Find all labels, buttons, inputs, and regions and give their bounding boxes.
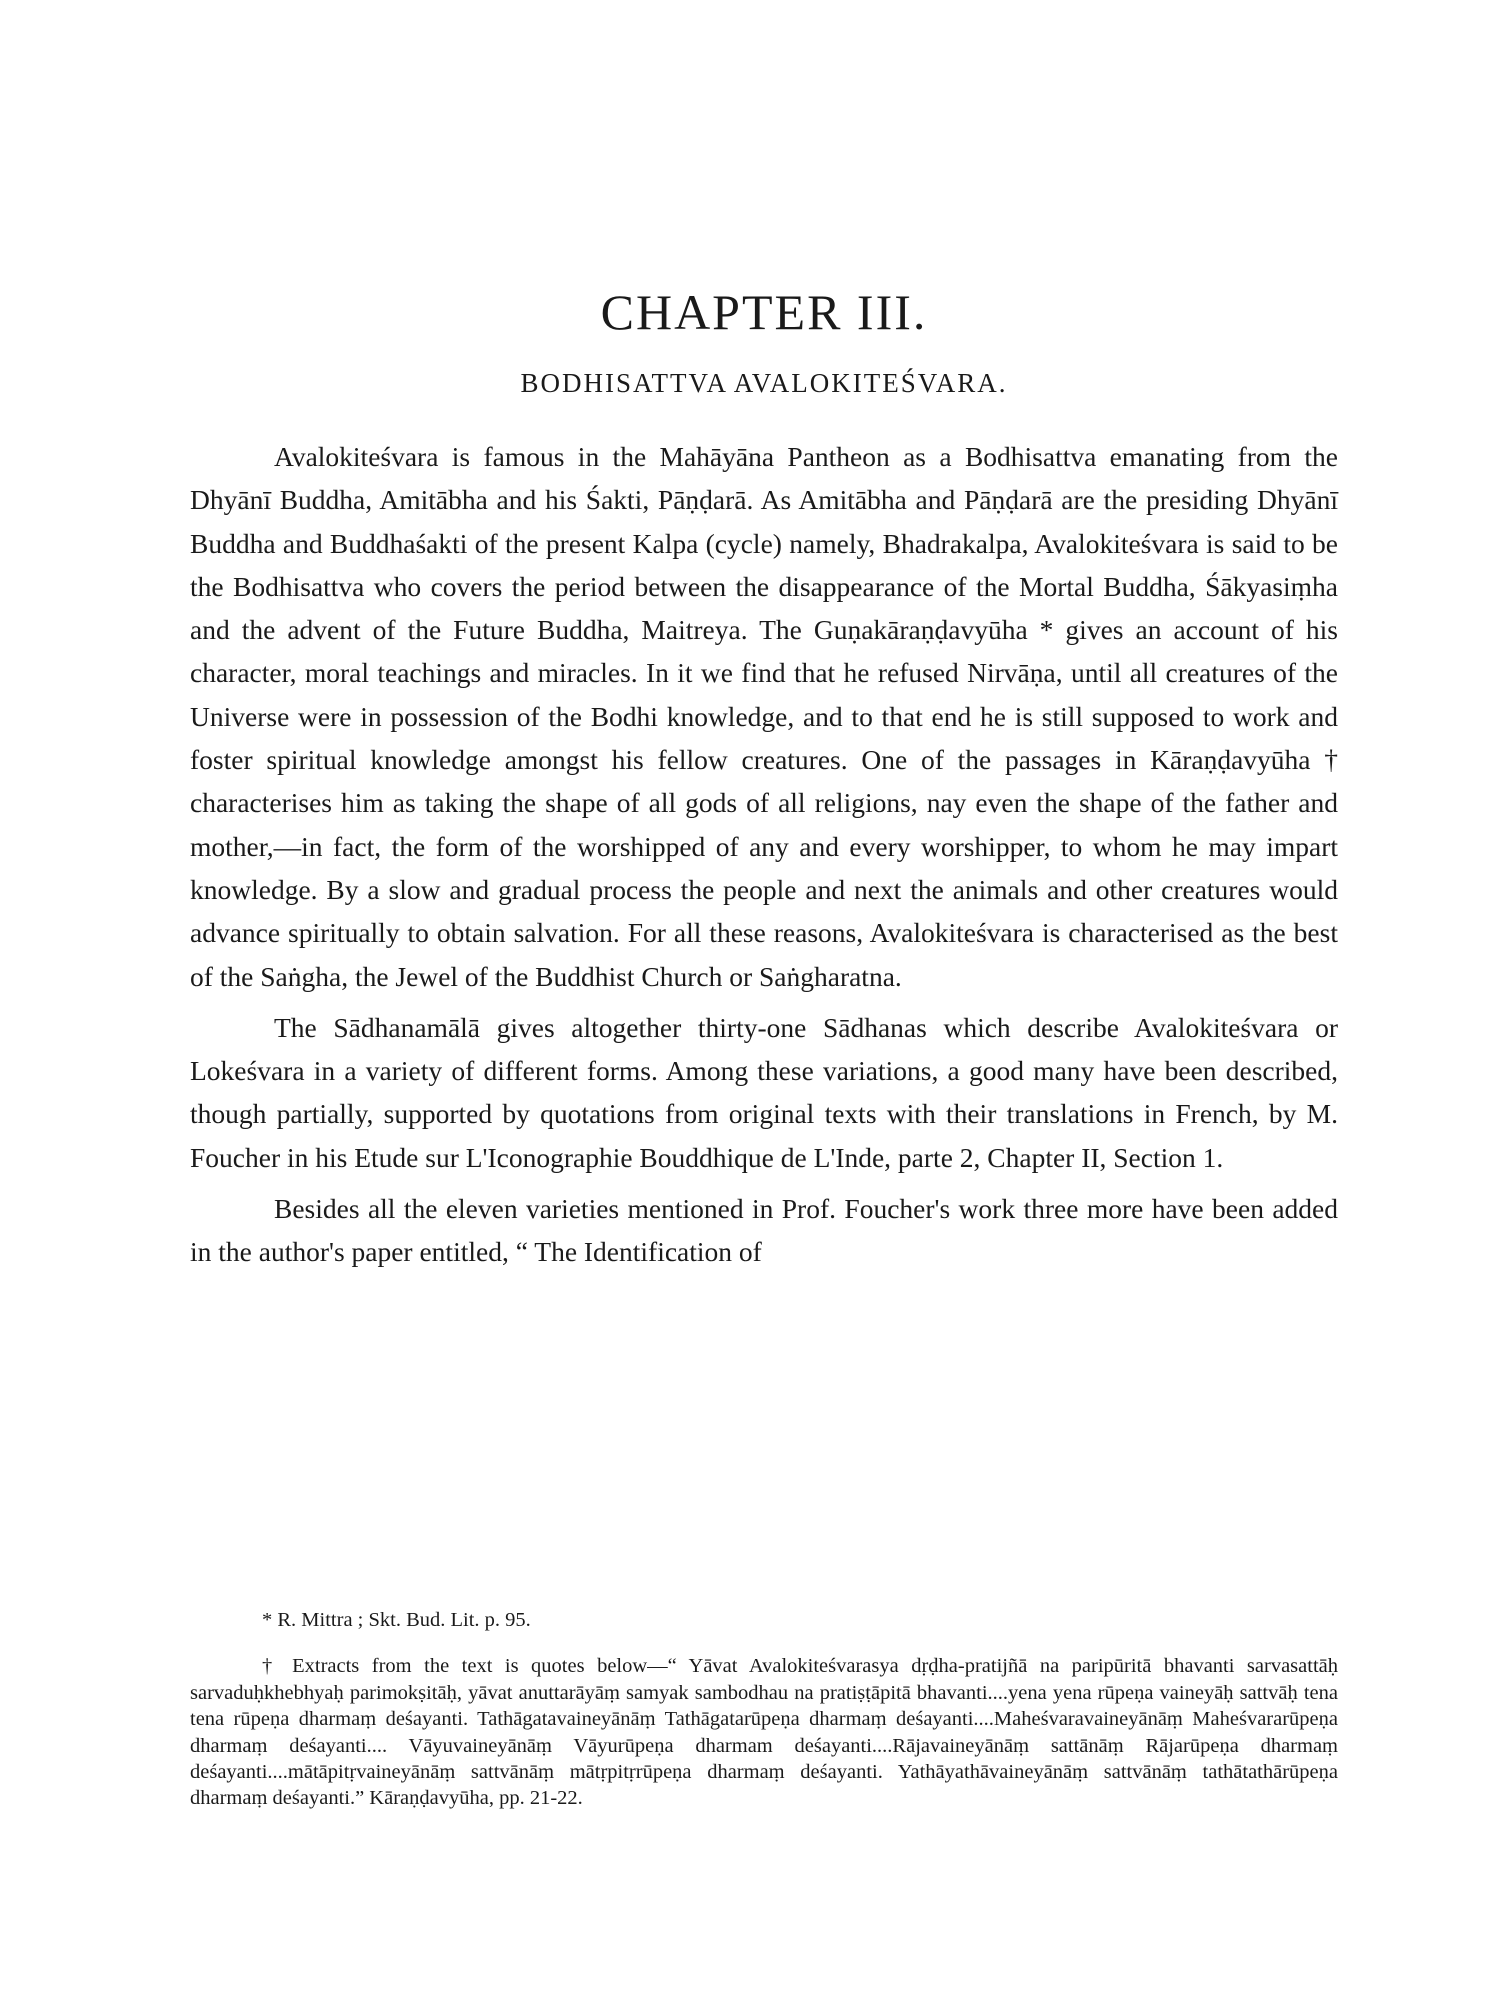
- paragraph: Besides all the eleven varieties mentioned in Prof. Foucher's work three more have been added in the author's paper entitled, “ The Identification of: [190, 1193, 1338, 1268]
- paragraph: Avalokiteśvara is famous in the Mahāyāna Pantheon as a Bodhisattva emanating from the Dhyānī Buddha, Amitābha and his Śakti, Pāṇḍarā. As Amitābha and Pāṇḍarā are the presiding Dhyānī Buddha and Buddhaśakti of the present Kalpa (cycle) namely, Bhadrakalpa, Avalokiteśvara is said to be the Bodhisattva who covers the period between the disappearance of the Mortal Buddha, Śākyasiṃha and the advent of the Future Buddha, Maitreya. The Guṇakāraṇḍavyūha * gives an account of his character, moral teachings and miracles. In it we find that he refused Nirvāṇa, until all creatures of the Universe were in possession of the Bodhi knowledge, and to that end he is still supposed to work and foster spiritual knowledge amongst his fellow creatures. One of the passages in Kāraṇḍavyūha † characterises him as taking the shape of all gods of all religions, nay even the shape of the father and mother,—in fact, the form of the worshipped of any and every worshipper, to whom he may impart knowledge. By a slow and gradual process the people and next the animals and other creatures would advance spiritually to obtain salvation. For all these reasons, Avalokiteśvara is characterised as the best of the Saṅgha, the Jewel of the Buddhist Church or Saṅgharatna.: [190, 441, 1338, 992]
- footnotes: [190, 1607, 1338, 1812]
- chapter-title: CHAPTER III.: [600, 284, 928, 340]
- footnote: * R. Mittra ; Skt. Bud. Lit. p. 95.: [262, 1609, 531, 1631]
- footnote: † Extracts from the text is quotes below—“ Yāvat Avalokiteśvarasya dṛḍha-pratijñā na paripūritā bhavanti sarvasattāḥ sarvaduḥkhebhyaḥ parimokṣitāḥ, yāvat anuttarāyāṃ samyak sambodhau na pratiṣṭāpitā bhavanti....yena yena rūpeṇa vaineyāḥ sattvāḥ tena tena rūpeṇa dharmaṃ deśayanti. Tathāgatavaineyānāṃ Tathāgatarūpeṇa dharmaṃ deśayanti....Maheśvaravaineyānāṃ Maheśvararūpeṇa dharmaṃ deśayanti.... Vāyuvaineyānāṃ Vāyurūpeṇa dharmam deśayanti....Rājavaineyānāṃ sattānāṃ Rājarūpeṇa dharmaṃ deśayanti....mātāpitṛvaineyānāṃ sattvānāṃ mātṛpitṛrūpeṇa dharmaṃ deśayanti. Yathāyathāvaineyānāṃ sattvānāṃ tathātathārūpeṇa dharmaṃ deśayanti.” Kāraṇḍavyūha, pp. 21-22.: [190, 1655, 1338, 1810]
- section-title: BODHISATTVA AVALOKITEŚVARA.: [520, 368, 1008, 398]
- paragraph: The Sādhanamālā gives altogether thirty-one Sādhanas which describe Avalokiteśvara or Lokeśvara in a variety of different forms. Among these variations, a good many have been described, though partially, supported by quotations from original texts with their translations in French, by M. Foucher in his Etude sur L'Iconographie Bouddhique de L'Inde, parte 2, Chapter II, Section 1.: [190, 1011, 1338, 1173]
- page-body: [190, 285, 1338, 1274]
